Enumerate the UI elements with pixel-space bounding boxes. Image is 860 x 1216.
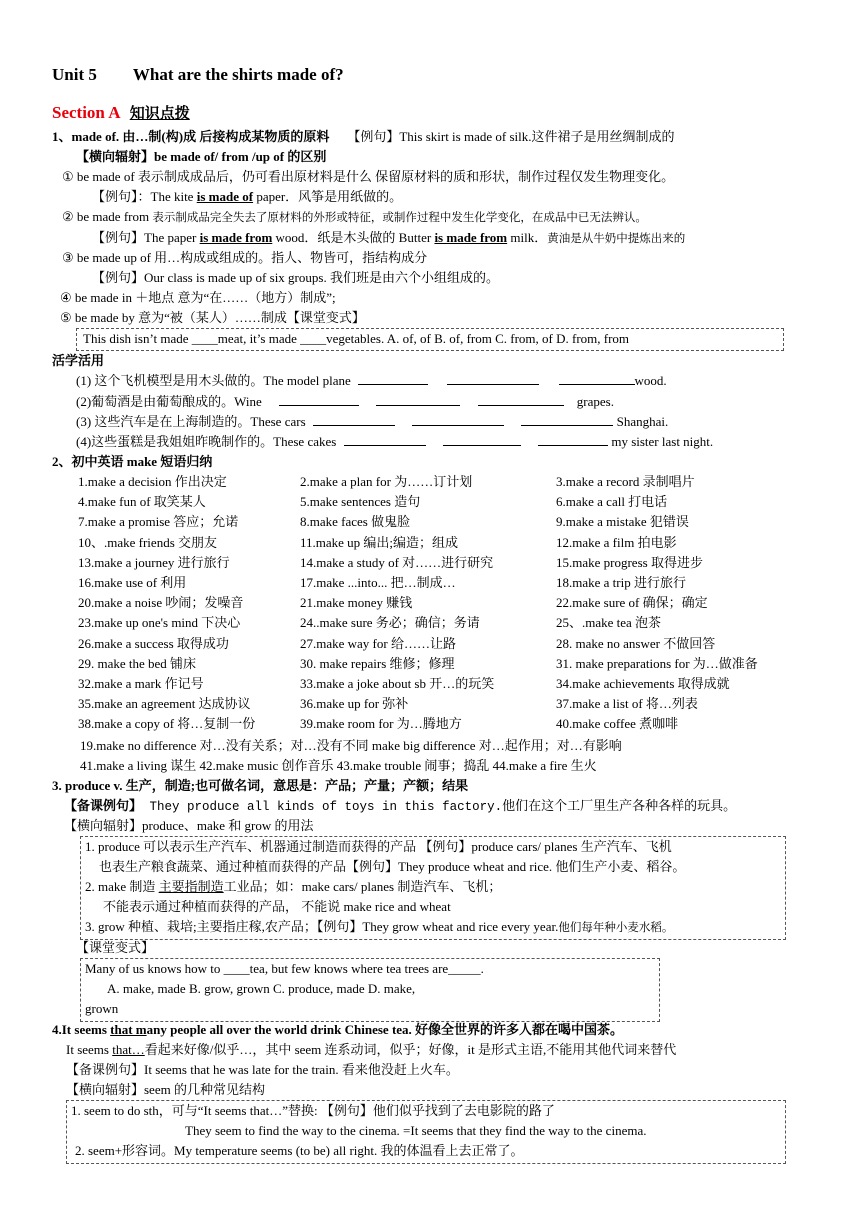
blank[interactable] xyxy=(447,372,539,385)
practice-q4 xyxy=(76,433,713,451)
question-end: my sister last night. xyxy=(611,434,714,449)
usage-produce-1: 1. produce 可以表示生产汽车、机器通过制造而获得的产品 【例句】produce cars/ planes 生产汽车、飞机 xyxy=(85,839,672,854)
question-end: grapes. xyxy=(576,394,614,409)
question-text: (4)这些蛋糕是我姐姐昨晚制作的。These cakes xyxy=(76,434,337,449)
blank[interactable] xyxy=(279,393,359,406)
variant-heading: 【课堂变式】 xyxy=(76,940,155,955)
phrase-item: 4.make fun of 取笑某人 xyxy=(78,494,206,510)
example-cn: 他们在这个工厂里生产各种各样的玩具。 xyxy=(502,798,737,813)
phrase-item: 40.make coffee 煮咖啡 xyxy=(556,716,679,732)
usage-text: 3. grow 种植、栽培;主要指庄稼,农产品；【例句】They grow wheat and rice every year. xyxy=(85,919,559,934)
phrase-item: 29. make the bed 铺床 xyxy=(78,655,197,671)
phrase-item: 39.make room for 为…腾地方 xyxy=(300,716,462,732)
blank[interactable] xyxy=(538,433,608,446)
example-text: paper．风筝是用纸做的。 xyxy=(253,189,403,204)
example-text: wood．纸是木头做的 Butter xyxy=(272,230,435,245)
exercise-question: This dish isn’t made ____meat, it’s made ____vegetables. A. of, of B. of, from C. from, of D. from, from xyxy=(83,331,630,346)
phrase-item: 24..make sure 务必；确信；务请 xyxy=(300,615,480,631)
example-cn: 黄油是从牛奶中提炼出来的 xyxy=(547,233,686,245)
phrase-item: 10、.make friends 交朋友 xyxy=(78,534,218,550)
phrase-item: 25、.make tea 泡茶 xyxy=(556,615,662,631)
phrase-item: 36.make up for 弥补 xyxy=(300,696,409,712)
phrase-item: 9.make a mistake 犯错误 xyxy=(556,514,689,530)
point4-example: 【备课例句】It seems that he was late for the train. 看来他没赶上火车。 xyxy=(66,1062,459,1077)
section-subtitle: 知识点拨 xyxy=(129,106,190,122)
question-text: (3) 这些汽车是在上海制造的。These cars xyxy=(76,414,306,429)
phrase-item: 34.make achievements 取得成就 xyxy=(556,676,730,691)
blank[interactable] xyxy=(412,413,504,426)
blank[interactable] xyxy=(358,372,428,385)
exercise-box xyxy=(76,328,784,351)
example-text: 【例句】The paper xyxy=(92,230,200,245)
usage-text: 2. make 制造 xyxy=(85,879,159,894)
phrase-item: 27.make way for 给……让路 xyxy=(300,635,456,651)
section-label: Section A xyxy=(52,103,121,122)
blank[interactable] xyxy=(443,433,521,446)
phrase-item: 20.make a noise 吵闹；发噪音 xyxy=(78,595,244,611)
example-text: They produce all kinds of toys in this factory. xyxy=(142,800,503,814)
phrase-item: 23.make up one's mind 下决心 xyxy=(78,615,241,631)
example-text: 【例句】：The kite xyxy=(92,189,197,204)
phrase-item: 1.make a decision 作出决定 xyxy=(78,474,227,489)
variant-options: A. make, made B. grow, grown C. produce, made D. make, xyxy=(107,981,416,996)
blank[interactable] xyxy=(521,413,613,426)
blank[interactable] xyxy=(344,433,426,446)
usage-cn: 他们每年种小麦水稻。 xyxy=(558,922,674,934)
heading-underlined: that m xyxy=(110,1022,147,1037)
practice-q2 xyxy=(76,393,614,411)
phrase-item: 30. make repairs 维修；修理 xyxy=(300,655,455,671)
blank[interactable] xyxy=(559,372,635,385)
seem-structure-2: 2. seem+形容词。My temperature seems (to be) all right. 我的体温看上去正常了。 xyxy=(75,1143,524,1158)
phrase-item: 11.make up 编出;编造；组成 xyxy=(300,534,459,550)
point4-explanation xyxy=(66,1041,676,1059)
phrase-item: 14.make a study of 对……进行研究 xyxy=(300,554,494,570)
phrase-item: 13.make a journey 进行旅行 xyxy=(78,554,230,570)
explain-text: 看起来好像/似乎…，其中 seem 连系动词，似乎；好像，it 是形式主语,不能用其他代词来替代 xyxy=(144,1042,677,1057)
section-heading xyxy=(52,104,190,123)
phrase-item: 35.make an agreement 达成协议 xyxy=(78,696,251,712)
example-text: milk． xyxy=(507,230,548,245)
usage-made-from xyxy=(62,208,647,227)
phrase-item: 5.make sentences 造句 xyxy=(300,494,421,510)
practice-heading: 活学活用 xyxy=(52,353,105,368)
phrase-item: 32.make a mark 作记号 xyxy=(78,676,204,691)
usage-box xyxy=(80,836,786,940)
radiate-heading: 【横向辐射】be made of/ from /up of 的区别 xyxy=(76,149,327,164)
blank[interactable] xyxy=(313,413,395,426)
variant-options-cont: grown xyxy=(85,1001,119,1016)
seem-box xyxy=(66,1100,786,1164)
example-label: 【备课例句】 xyxy=(64,798,143,813)
point1-title: 1、made of. 由…制(构)成 后接构成某物质的原料 xyxy=(52,129,330,144)
variant-box xyxy=(80,958,660,1022)
variant-question: Many of us knows how to ____tea, but few knows where tea trees are_____. xyxy=(85,961,484,976)
usage-underlined: 主要指制造 xyxy=(158,879,224,894)
usage-desc: 表示制成品完全失去了原材料的外形或特征，或制作过程中发生化学变化，在成品中已无法辨认。 xyxy=(152,212,647,224)
point3-heading: 3. produce v. 生产，制造;也可做名词，意思是：产品；产量；产额；结果 xyxy=(52,778,469,793)
usage-text: 工业品；如：make cars/ planes 制造汽车、飞机； xyxy=(223,879,502,894)
usage-make-2: 不能表示通过种植而获得的产品， 不能说 make rice and wheat xyxy=(103,899,451,914)
phrase-item: 37.make a list of 将…列表 xyxy=(556,696,698,712)
explain-text: It seems xyxy=(66,1042,113,1057)
usage-produce-2: 也表生产粮食蔬菜、通过种植而获得的产品【例句】They produce wheat and rice. 他们生产小麦、稻谷。 xyxy=(99,859,686,874)
point4-radiate: 【横向辐射】seem 的几种常见结构 xyxy=(66,1082,265,1097)
usage-made-by: ⑤ be made by 意为“被（某人）……制成【课堂变式】 xyxy=(60,310,365,325)
point3-radiate: 【横向辐射】produce、make 和 grow 的用法 xyxy=(64,818,314,833)
phrase-item: 6.make a call 打电话 xyxy=(556,494,668,510)
practice-q3 xyxy=(76,413,668,431)
point4-heading xyxy=(52,1021,623,1039)
example-underlined: is made from xyxy=(434,230,508,245)
example-made-up-of: 【例句】Our class is made up of six groups. 我们班是由六个小组组成的。 xyxy=(92,270,499,285)
phrase-item: 22.make sure of 确保；确定 xyxy=(556,595,708,611)
practice-q1 xyxy=(76,372,667,390)
usage-grow xyxy=(85,918,673,937)
phrase-item: 15.make progress 取得进步 xyxy=(556,554,703,570)
phrase-item: 28. make no answer 不做回答 xyxy=(556,635,716,651)
heading-text: any people all over the world drink Chinese tea. 好像全世界的许多人都在喝中国茶。 xyxy=(146,1022,624,1037)
usage-made-of: ① be made of 表示制成成品后，仍可看出原材料是什么 保留原材料的质和形状，制作过程仅发生物理变化。 xyxy=(62,169,675,184)
phrase-item: 16.make use of 利用 xyxy=(78,575,187,590)
example-underlined: is made from xyxy=(199,230,273,245)
question-text: (2)葡萄酒是由葡萄酿成的。Wine xyxy=(76,394,262,409)
point2-heading: 2、初中英语 make 短语归纳 xyxy=(52,454,213,469)
page-title xyxy=(52,66,344,84)
phrase-item: 2.make a plan for 为……订计划 xyxy=(300,474,473,489)
question-end: wood. xyxy=(634,373,667,388)
phrase-row-41: 41.make a living 谋生 42.make music 创作音乐 43.make trouble 闹事；捣乱 44.make a fire 生火 xyxy=(80,758,597,773)
point1-heading xyxy=(52,128,675,146)
phrase-item: 7.make a promise 答应；允诺 xyxy=(78,514,239,530)
question-end: Shanghai. xyxy=(616,414,669,429)
usage-term: ② be made from xyxy=(62,209,153,224)
phrase-item: 31. make preparations for 为…做准备 xyxy=(556,655,758,671)
example-made-from xyxy=(92,229,685,248)
phrase-item: 8.make faces 做鬼脸 xyxy=(300,514,411,530)
usage-made-up-of: ③ be made up of 用…构成或组成的。指人、物皆可，指结构成分 xyxy=(62,250,428,265)
point3-example xyxy=(64,797,736,816)
explain-underlined: that… xyxy=(112,1042,145,1057)
phrase-item: 17.make ...into... 把…制成… xyxy=(300,575,456,590)
unit-title: What are the shirts made of? xyxy=(132,65,344,84)
blank[interactable] xyxy=(478,393,564,406)
question-text: (1) 这个飞机模型是用木头做的。The model plane xyxy=(76,373,351,388)
blank[interactable] xyxy=(376,393,460,406)
seem-structure-1-example: They seem to find the way to the cinema. =It seems that they find the way to the cinema. xyxy=(185,1123,647,1138)
point1-example: 【例句】This skirt is made of silk.这件裙子是用丝绸制成的 xyxy=(347,129,675,144)
usage-made-in: ④ be made in ＋地点 意为“在……（地方）制成”; xyxy=(60,290,336,305)
phrase-item: 3.make a record 录制唱片 xyxy=(556,474,695,489)
phrase-item: 33.make a joke about sb 开…的玩笑 xyxy=(300,676,495,691)
phrase-row-19: 19.make no difference 对…没有关系；对…没有不同 make big difference 对…起作用；对…有影响 xyxy=(80,738,622,753)
heading-text: 4.It seems xyxy=(52,1022,111,1037)
example-underlined: is made of xyxy=(196,189,254,204)
phrase-item: 26.make a success 取得成功 xyxy=(78,635,229,651)
phrase-item: 38.make a copy of 将…复制一份 xyxy=(78,716,256,732)
unit-label: Unit 5 xyxy=(52,65,97,84)
seem-structure-1: 1. seem to do sth，可与“It seems that…”替换: 【例句】他们似乎找到了去电影院的路了 xyxy=(71,1103,555,1118)
example-made-of xyxy=(92,188,402,206)
phrase-item: 21.make money 赚钱 xyxy=(300,595,413,611)
phrase-item: 18.make a trip 进行旅行 xyxy=(556,575,686,590)
phrase-item: 12.make a film 拍电影 xyxy=(556,534,677,550)
usage-make-1 xyxy=(85,878,501,896)
